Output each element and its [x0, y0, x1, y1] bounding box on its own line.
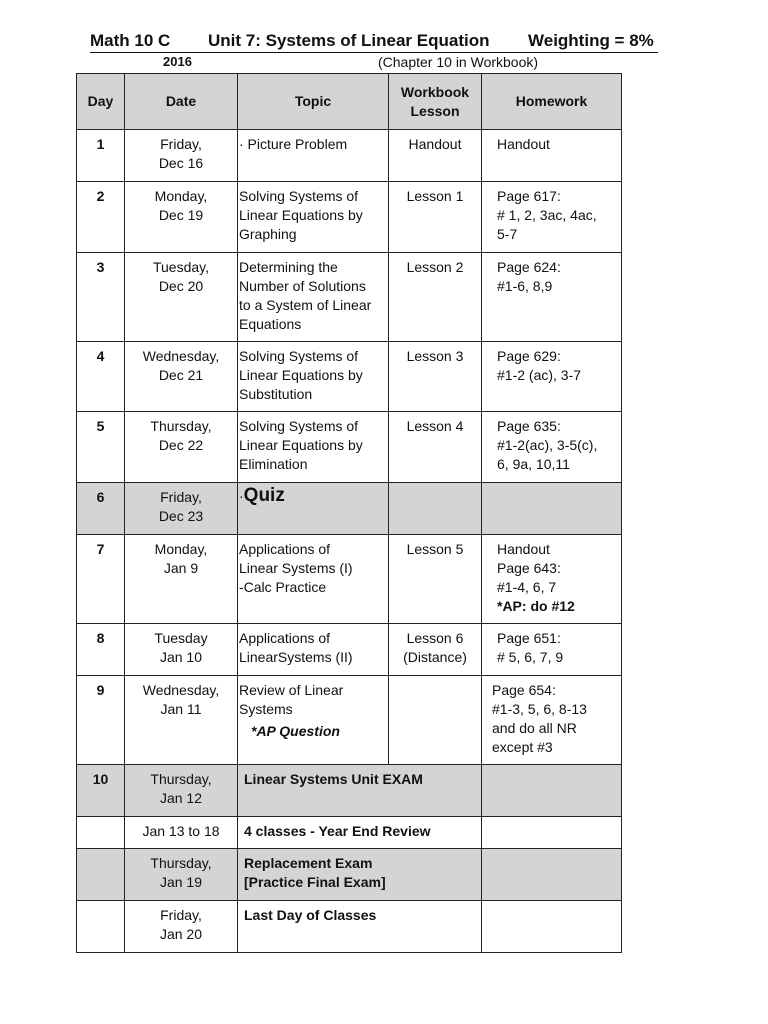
header-day: Day — [77, 74, 125, 130]
table-row-review — [77, 817, 622, 849]
lesson-cell: Lesson 2 — [406, 259, 464, 275]
date-cell: Tuesday Jan 10 — [154, 630, 208, 665]
homework-cell: Page 617: # 1, 2, 3ac, 4ac, 5-7 — [497, 188, 597, 242]
homework-cell: Handout — [497, 136, 550, 152]
header-topic: Topic — [238, 74, 389, 130]
table-row — [77, 342, 622, 412]
topic-cell: Replacement Exam [Practice Final Exam] — [244, 855, 386, 890]
unit-title: Unit 7: Systems of Linear Equation — [208, 31, 490, 50]
date-cell: Wednesday, Dec 21 — [142, 348, 220, 383]
day-number: 5 — [96, 418, 105, 434]
homework-ap-note: *AP: do #12 — [497, 598, 575, 614]
homework-cell — [482, 483, 621, 488]
table-row — [77, 624, 622, 676]
topic-cell: 4 classes - Year End Review — [244, 823, 431, 839]
topic-ap-question: *AP Question — [251, 723, 340, 739]
chapter-note: (Chapter 10 in Workbook) — [378, 54, 539, 70]
lesson-cell: Lesson 3 — [406, 348, 464, 364]
topic-cell: Solving Systems of Linear Equations by Graphing — [239, 188, 363, 242]
table-row-exam — [77, 765, 622, 817]
day-number: 2 — [96, 188, 105, 204]
document-header — [90, 30, 658, 53]
lesson-cell — [389, 676, 481, 681]
homework-cell: Page 654: #1-3, 5, 6, 8-13 and do all NR except #3 — [492, 682, 587, 755]
day-number: 3 — [96, 259, 105, 275]
table-row — [77, 535, 622, 624]
lesson-cell: Lesson 4 — [406, 418, 464, 434]
quiz-bullet: · — [239, 488, 244, 504]
header-homework: Homework — [482, 74, 622, 130]
homework-cell: Page 651: # 5, 6, 7, 9 — [497, 630, 564, 665]
date-cell: Tuesday, Dec 20 — [152, 259, 210, 294]
topic-cell: · Picture Problem — [239, 136, 348, 152]
date-cell: Monday, Jan 9 — [154, 541, 208, 576]
lesson-cell: Lesson 6 (Distance) — [403, 630, 467, 665]
table-row-replacement — [77, 849, 622, 901]
day-number: 10 — [92, 771, 109, 787]
topic-cell: Review of Linear Systems — [239, 682, 344, 717]
topic-cell: Last Day of Classes — [244, 907, 377, 923]
day-number: 6 — [96, 489, 105, 505]
topic-cell: Linear Systems Unit EXAM — [244, 771, 423, 787]
table-row — [77, 130, 622, 182]
header-lesson: Workbook Lesson — [389, 74, 482, 130]
date-cell: Thursday, Dec 22 — [150, 418, 212, 453]
date-cell: Friday, Jan 20 — [159, 907, 203, 942]
year-label: 2016 — [163, 54, 192, 69]
topic-cell: Applications of Linear Systems (I) -Calc Practice — [239, 541, 353, 595]
day-number: 8 — [96, 630, 105, 646]
date-cell: Thursday, Jan 19 — [150, 855, 212, 890]
homework-cell: Page 629: #1-2 (ac), 3-7 — [497, 348, 582, 383]
quiz-label: Quiz — [243, 485, 285, 506]
date-cell: Wednesday, Jan 11 — [142, 682, 220, 717]
table-row — [77, 676, 622, 765]
date-cell: Jan 13 to 18 — [142, 823, 220, 839]
date-cell: Thursday, Jan 12 — [150, 771, 212, 806]
topic-cell — [238, 483, 388, 506]
date-cell: Friday, Dec 16 — [158, 136, 204, 171]
topic-cell: Solving Systems of Linear Equations by Substitution — [239, 348, 363, 402]
topic-cell: Determining the Number of Solutions to a System of Linear Equations — [239, 259, 372, 332]
topic-cell: Solving Systems of Linear Equations by Elimination — [239, 418, 363, 472]
lesson-cell: Handout — [408, 136, 462, 152]
header-row — [77, 74, 622, 130]
homework-cell: Handout Page 643: #1-4, 6, 7 — [497, 541, 561, 595]
date-cell: Monday, Dec 19 — [154, 188, 208, 223]
topic-cell: Applications of LinearSystems (II) — [239, 630, 353, 665]
date-cell: Friday, Dec 23 — [158, 489, 204, 524]
table-row — [77, 412, 622, 483]
homework-cell: Page 635: #1-2(ac), 3-5(c), 6, 9a, 10,11 — [497, 418, 598, 472]
lesson-cell: Lesson 1 — [406, 188, 464, 204]
lesson-cell: Lesson 5 — [406, 541, 464, 557]
weighting-label: Weighting = 8% — [528, 31, 654, 50]
schedule-table — [76, 73, 622, 953]
day-number: 4 — [96, 348, 105, 364]
course-title: Math 10 C — [90, 31, 171, 50]
table-row — [77, 182, 622, 253]
homework-cell: Page 624: #1-6, 8,9 — [497, 259, 561, 294]
day-number: 1 — [96, 136, 105, 152]
lesson-cell — [389, 483, 481, 488]
table-row-quiz — [77, 483, 622, 535]
day-number: 7 — [96, 541, 105, 557]
day-number: 9 — [96, 682, 105, 698]
table-row — [77, 253, 622, 342]
header-date: Date — [125, 74, 238, 130]
table-row-last-day — [77, 901, 622, 953]
